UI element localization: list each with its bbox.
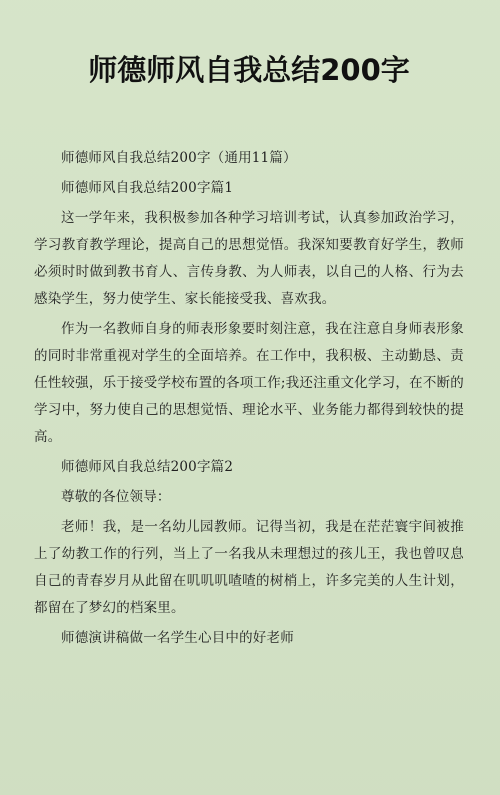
document-body [34, 145, 464, 652]
paragraph-body-1: 这一学年来，我积极参加各种学习培训考试，认真参加政治学习，学习教育教学理论，提高自己的思想觉悟。我深知要教育好学生，教师必须时时做到教书育人、言传身教、为人师表，以自己的人格、行为去感染学生，努力使学生、家长能接受我、喜欢我。 [34, 210, 464, 307]
document-title: 师德师风自我总结200字 [88, 53, 410, 87]
paragraph-body-2: 作为一名教师自身的师表形象要时刻注意，我在注意自身师表形象的同时非常重视对学生的全面培养。在工作中，我积极、主动勤恳、责任性较强，乐于接受学校布置的各项工作;我还注重文化学习，在不断的学习中，努力使自己的思想觉悟、理论水平、业务能力都得到较快的提高。 [34, 321, 464, 445]
paragraph-subtitle: 师德师风自我总结200字（通用11篇） [61, 150, 297, 166]
paragraph-heading-2: 师德师风自我总结200字篇2 [61, 459, 234, 475]
paragraph-salutation: 尊敬的各位领导： [61, 489, 171, 505]
paragraph-heading-3: 师德演讲稿做一名学生心目中的好老师 [61, 630, 294, 646]
paragraph-heading-1: 师德师风自我总结200字篇1 [61, 180, 234, 196]
paragraph-body-3: 老师！我，是一名幼儿园教师。记得当初，我是在茫茫寰宇间被推上了幼教工作的行列，当上了一名我从未理想过的孩儿王，我也曾叹息自己的青春岁月从此留在叽叽叽喳喳的树梢上，许多完美的人生计划，都留在了梦幻的档案里。 [34, 519, 464, 616]
